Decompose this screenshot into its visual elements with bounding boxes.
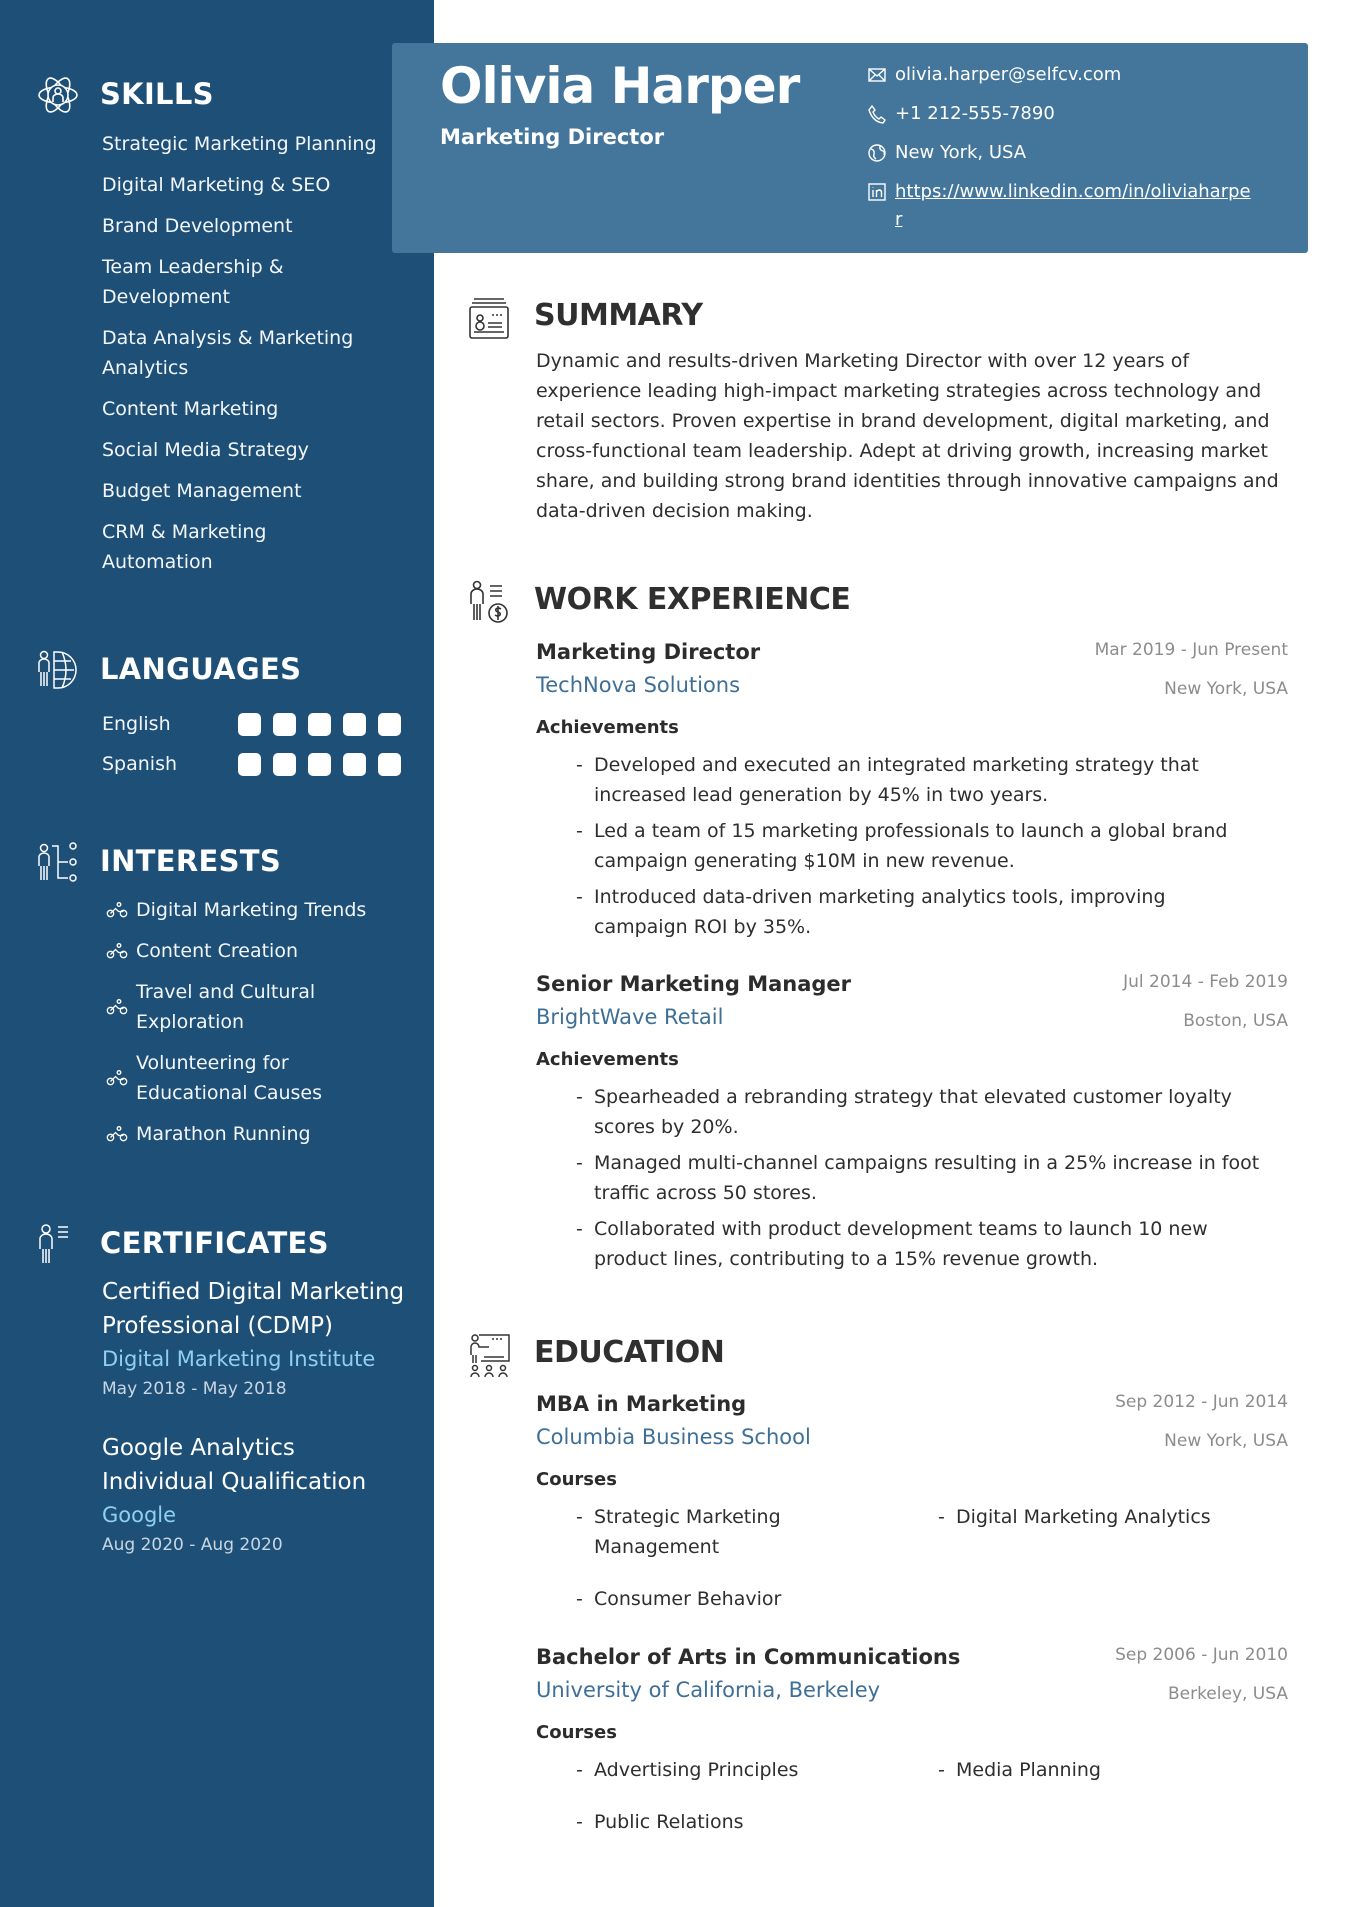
course-item: - Strategic Marketing Management [576,1502,816,1562]
job-dates: Jul 2014 - Feb 2019 [1123,972,1288,992]
job-location: Boston, USA [1183,1011,1288,1031]
interests-list [106,895,424,1160]
person-list-icon [36,1222,80,1266]
interests-title: INTERESTS [100,844,282,878]
summary-heading [468,296,1288,342]
education-title: EDUCATION [534,1335,725,1370]
skill-item: Social Media Strategy [102,439,309,461]
achievements-label: Achievements [536,717,679,738]
skills-list [102,129,424,588]
interest-item [106,895,424,925]
achievements-list [576,1082,1276,1280]
level-dot-filled [308,753,331,776]
skill-item: Brand Development [102,215,293,237]
interest-label: Travel and Cultural Exploration [136,981,316,1033]
achievements-list [576,750,1276,948]
location-text: New York, USA [895,142,1027,163]
certificate-issuer: Google [102,1503,177,1527]
skill-item: Strategic Marketing Planning [102,133,377,155]
courses-list [576,1502,1276,1614]
education-location: Berkeley, USA [1167,1684,1288,1704]
skill-item: Digital Marketing & SEO [102,174,331,196]
level-dot-filled [238,753,261,776]
candidate-role: Marketing Director [440,125,665,149]
interest-item [106,977,424,1037]
job-entry [536,640,1288,940]
phone-icon [867,104,887,124]
certificate-date: Aug 2020 - Aug 2020 [102,1535,283,1555]
level-dot-filled [343,753,366,776]
sidebar [0,0,434,1907]
job-entry [536,972,1288,1272]
achievement-item: - Introduced data-driven marketing analytics tools, improving campaign ROI by 35%. [576,882,1256,942]
phone-text[interactable]: +1 212-555-7890 [895,103,1055,124]
skills-title: SKILLS [100,77,214,111]
person-nodes-icon [36,840,80,884]
interest-item [106,1048,424,1108]
level-dot-filled [343,713,366,736]
certificate-date: May 2018 - May 2018 [102,1379,287,1399]
skill-item: Content Marketing [102,398,279,420]
cyclist-icon [106,902,128,918]
achievement-item: - Managed multi-channel campaigns resulting in a 25% increase in foot traffic across 50 stores. [576,1148,1276,1208]
level-dot-filled [273,713,296,736]
summary-section [468,296,1288,522]
course-item: - Digital Marketing Analytics [938,1502,1268,1562]
course-item: - Advertising Principles [576,1755,938,1785]
interest-label: Volunteering for Educational Causes [136,1052,322,1104]
id-card-icon [468,296,510,342]
languages-title: LANGUAGES [100,652,302,686]
candidate-name: Olivia Harper [440,57,800,115]
level-dot-filled [308,713,331,736]
course-item: - Consumer Behavior [576,1584,938,1614]
certificate-item [102,1431,422,1559]
education-dates: Sep 2012 - Jun 2014 [1115,1392,1288,1412]
globe-location-icon [867,143,887,163]
language-row-english [102,709,412,739]
education-section [468,1333,1288,1379]
education-entry [536,1392,1288,1622]
contact-location [867,139,1287,167]
cyclist-icon [106,999,128,1015]
cyclist-icon [106,1070,128,1086]
interest-label: Marathon Running [136,1123,311,1145]
education-dates: Sep 2006 - Jun 2010 [1115,1645,1288,1665]
cyclist-icon [106,943,128,959]
language-row-spanish [102,749,412,779]
level-dot-filled [238,713,261,736]
linkedin-link[interactable]: https://www.linkedin.com/in/oliviaharper [895,181,1251,230]
certificates-title: CERTIFICATES [100,1226,329,1260]
achievements-label: Achievements [536,1049,679,1070]
job-title: Marketing Director [536,640,761,664]
work-heading [468,580,1288,626]
skill-item: Data Analysis & Marketing Analytics [102,327,354,379]
courses-label: Courses [536,1469,617,1490]
linkedin-icon [867,182,887,202]
interest-item [106,1119,424,1149]
contact-list [867,61,1287,245]
job-title: Senior Marketing Manager [536,972,852,996]
skill-item: Budget Management [102,480,302,502]
contact-phone[interactable] [867,100,1287,128]
summary-text: Dynamic and results-driven Marketing Director with over 12 years of experience leading high-impact marketing strategies across technology and retail sectors. Proven expertise in brand development, digital marketing, and cross-functional team leadership. Adept at driving growth, increasing market share, and building strong brand identities through innovative campaigns and data-driven decision making. [536,350,1279,522]
contact-linkedin[interactable] [867,178,1287,234]
language-name: Spanish [102,753,178,775]
level-dot-filled [378,713,401,736]
job-company: TechNova Solutions [536,673,741,697]
interest-item [106,936,424,966]
language-level-dots [238,713,401,736]
courses-label: Courses [536,1722,617,1743]
achievement-item: - Led a team of 15 marketing professionals to launch a global brand campaign generating $10M in new revenue. [576,816,1276,876]
course-item: - Public Relations [576,1807,938,1837]
degree-title: MBA in Marketing [536,1392,747,1416]
work-experience-section [468,580,1288,626]
job-dates: Mar 2019 - Jun Present [1094,640,1288,660]
certificate-name: Certified Digital Marketing Professional (CDMP) [102,1279,405,1339]
education-entry [536,1645,1288,1875]
achievement-item: - Spearheaded a rebranding strategy that elevated customer loyalty scores by 20%. [576,1082,1286,1142]
degree-title: Bachelor of Arts in Communications [536,1645,961,1669]
person-money-icon [468,580,510,626]
language-level-dots [238,753,401,776]
summary-title: SUMMARY [534,298,703,333]
skills-atom-person-icon [36,73,80,117]
cyclist-icon [106,1126,128,1142]
envelope-icon [867,65,887,85]
job-company: BrightWave Retail [536,1005,724,1029]
education-heading [468,1333,1288,1379]
job-location: New York, USA [1164,679,1288,699]
interest-label: Digital Marketing Trends [136,899,367,921]
skill-item: CRM & Marketing Automation [102,521,267,573]
course-item: - Media Planning [938,1755,1268,1785]
certificate-name: Google Analytics Individual Qualification [102,1435,367,1495]
work-title: WORK EXPERIENCE [534,582,851,617]
language-name: English [102,713,171,735]
certificate-item [102,1275,422,1403]
school-name: University of California, Berkeley [536,1678,881,1702]
header-card [392,43,1308,253]
contact-email[interactable] [867,61,1287,89]
school-name: Columbia Business School [536,1425,811,1449]
education-location: New York, USA [1164,1431,1288,1451]
level-dot-filled [273,753,296,776]
skill-item: Team Leadership & Development [102,256,284,308]
teacher-board-icon [468,1333,510,1379]
email-text[interactable]: olivia.harper@selfcv.com [895,64,1122,85]
certificate-issuer: Digital Marketing Institute [102,1347,376,1371]
achievement-item: - Collaborated with product development teams to launch 10 new product lines, contributing to a 15% revenue growth. [576,1214,1256,1274]
level-dot-filled [378,753,401,776]
interest-label: Content Creation [136,940,298,962]
achievement-item: - Developed and executed an integrated marketing strategy that increased lead generation by 45% in two years. [576,750,1256,810]
courses-list [576,1755,1276,1837]
person-globe-icon [36,648,80,692]
